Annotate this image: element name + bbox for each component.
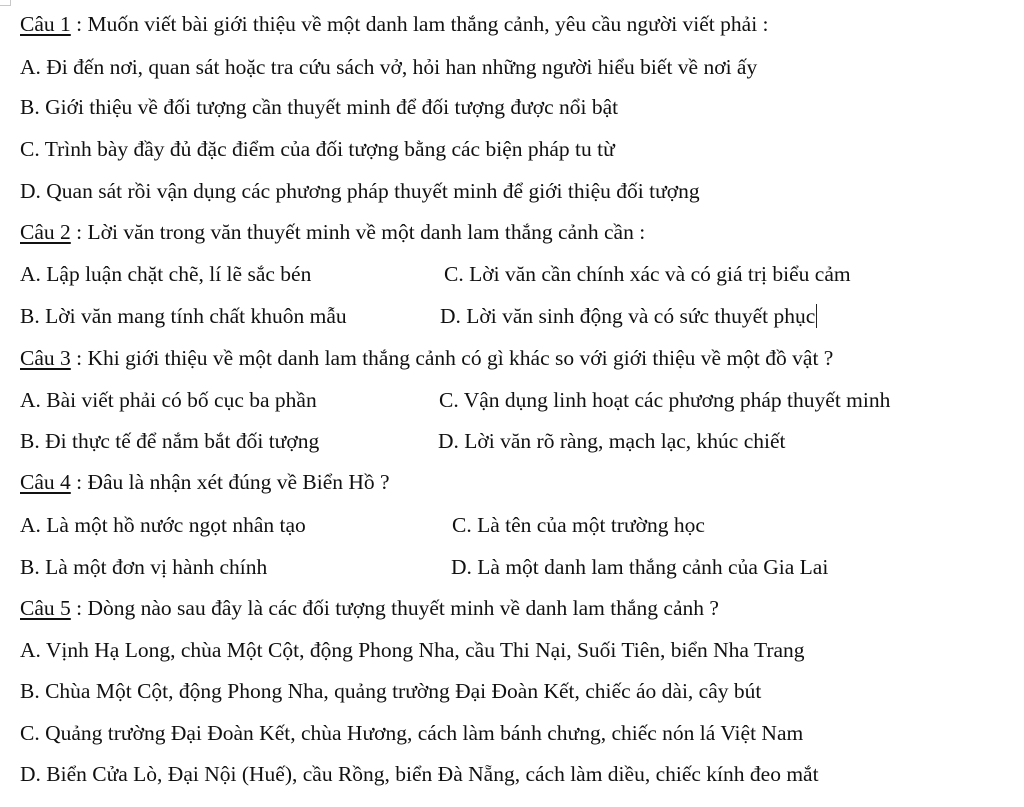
question-1-option-c: C. Trình bày đầy đủ đặc điểm của đối tượng bằng các biện pháp tu từ: [20, 137, 615, 161]
question-number: Câu 4: [20, 470, 71, 494]
question-1-option-b: B. Giới thiệu về đối tượng cần thuyết minh để đối tượng được nổi bật: [20, 95, 619, 119]
question-3-option-b: B. Đi thực tế để nắm bắt đối tượng: [20, 429, 320, 453]
question-2-option-c: C. Lời văn cần chính xác và có giá trị biểu cảm: [444, 262, 851, 286]
question-2-option-b: B. Lời văn mang tính chất khuôn mẫu: [20, 304, 347, 328]
question-5-option-d: D. Biển Cửa Lò, Đại Nội (Huế), cầu Rồng, biển Đà Nẵng, cách làm diều, chiếc kính đeo mắt: [20, 762, 819, 786]
question-2-stem: [20, 217, 645, 247]
question-number: Câu 1: [20, 12, 71, 36]
question-3-row-1: [20, 385, 1010, 415]
question-2-row-2: [20, 301, 1000, 331]
question-5-option-a: A. Vịnh Hạ Long, chùa Một Cột, động Phong Nha, cầu Thi Nại, Suối Tiên, biển Nha Trang: [20, 638, 805, 662]
question-4-option-a: A. Là một hồ nước ngọt nhân tạo: [20, 513, 306, 537]
question-3-stem: [20, 343, 833, 373]
question-text: : Khi giới thiệu về một danh lam thắng cảnh có gì khác so với giới thiệu về một đồ vật ?: [70, 346, 834, 370]
question-1-stem: [20, 9, 769, 39]
question-4-option-d: D. Là một danh lam thắng cảnh của Gia Lai: [451, 555, 829, 579]
question-4-option-b: B. Là một đơn vị hành chính: [20, 555, 268, 579]
question-2-row-1: [20, 259, 1000, 289]
question-5-stem: [20, 593, 719, 623]
question-5-option-b: B. Chùa Một Cột, động Phong Nha, quảng trường Đại Đoàn Kết, chiếc áo dài, cây bút: [20, 679, 762, 703]
question-4-option-c: C. Là tên của một trường học: [452, 513, 705, 537]
question-5-option-c: C. Quảng trường Đại Đoàn Kết, chùa Hương, cách làm bánh chưng, chiếc nón lá Việt Nam: [20, 721, 804, 745]
question-text: : Đâu là nhận xét đúng về Biển Hồ ?: [70, 470, 390, 494]
question-text: : Dòng nào sau đây là các đối tượng thuyết minh về danh lam thắng cảnh ?: [70, 596, 719, 620]
question-1-option-a: A. Đi đến nơi, quan sát hoặc tra cứu sách vở, hỏi han những người hiểu biết về nơi ấy: [20, 55, 758, 79]
question-3-option-c: C. Vận dụng linh hoạt các phương pháp thuyết minh: [439, 388, 891, 412]
text-cursor: [816, 304, 817, 328]
question-4-row-2: [20, 552, 1000, 582]
question-number: Câu 5: [20, 596, 71, 620]
question-1-option-d: D. Quan sát rồi vận dụng các phương pháp thuyết minh để giới thiệu đối tượng: [20, 179, 700, 203]
question-2-option-a: A. Lập luận chặt chẽ, lí lẽ sắc bén: [20, 262, 312, 286]
question-4-stem: [20, 467, 390, 497]
question-2-option-d-wrap[interactable]: [440, 301, 817, 331]
question-text: : Lời văn trong văn thuyết minh về một danh lam thắng cảnh cần :: [70, 220, 646, 244]
question-4-row-1: [20, 510, 1000, 540]
question-3-option-a: A. Bài viết phải có bố cục ba phần: [20, 388, 317, 412]
question-3-row-2: [20, 426, 1000, 456]
question-number: Câu 2: [20, 220, 71, 244]
page-corner-mark: [0, 0, 11, 6]
question-number: Câu 3: [20, 346, 71, 370]
question-text: : Muốn viết bài giới thiệu về một danh lam thắng cảnh, yêu cầu người viết phải :: [70, 12, 769, 36]
question-2-option-d: D. Lời văn sinh động và có sức thuyết phục: [440, 304, 816, 328]
question-3-option-d: D. Lời văn rõ ràng, mạch lạc, khúc chiết: [438, 429, 786, 453]
